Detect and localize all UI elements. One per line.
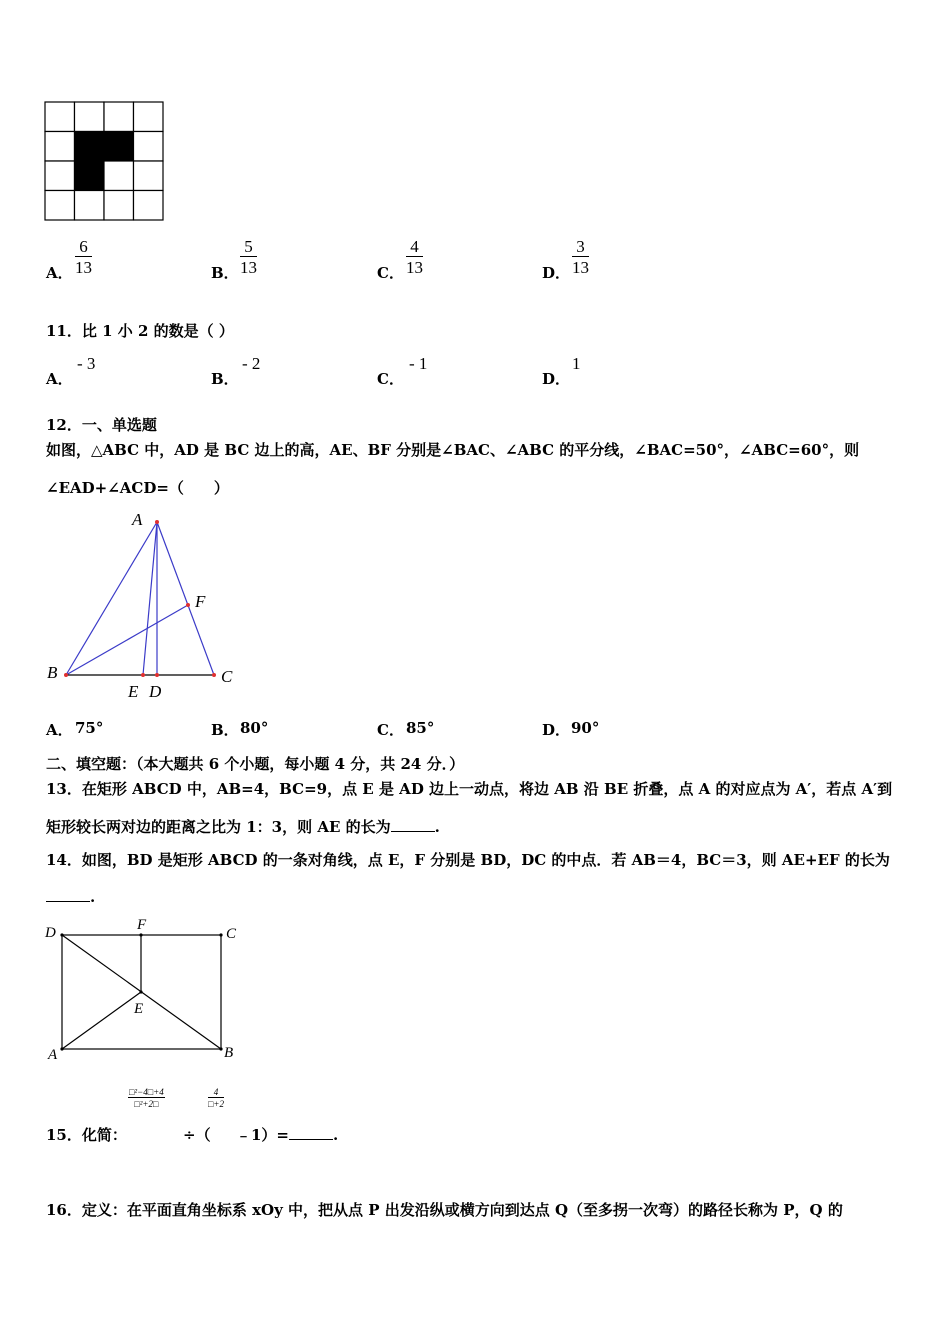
q12-option-a-label: A．: [46, 721, 73, 739]
label-b: B: [224, 1045, 234, 1061]
grid-cell: [104, 161, 134, 191]
label-e: E: [128, 682, 139, 701]
q15-prefix: 15．化简：: [46, 1126, 127, 1144]
q11-stem: 11．比 1 小 2 的数是（ ）: [46, 322, 234, 340]
q10-option-a-num: 6: [75, 238, 92, 257]
label-d: D: [149, 682, 162, 701]
grid-cell: [134, 132, 164, 162]
grid-cell: [75, 102, 105, 132]
q11-option-d-label: D．: [542, 370, 571, 388]
point-e: [139, 990, 142, 993]
grid-cell: [134, 191, 164, 221]
point-b: [64, 673, 68, 677]
grid-cell-filled: [75, 161, 105, 191]
q13-answer-blank: [391, 831, 435, 832]
q10-option-a-den: 13: [75, 258, 92, 277]
grid-cell: [45, 161, 75, 191]
q11-option-c-label: C．: [377, 370, 404, 388]
q12-option-c-label: C．: [377, 721, 404, 739]
grid-cell-filled: [75, 132, 105, 162]
q14-line2: [46, 888, 95, 906]
q10-option-a-label: A．: [46, 264, 73, 282]
triangle-side-ab: [66, 522, 157, 675]
q10-option-d-label: D．: [542, 264, 571, 282]
q10-option-a-fraction: [75, 238, 92, 277]
triangle-figure: [40, 505, 250, 705]
q10-option-c-den: 13: [406, 258, 423, 277]
q10-option-b-fraction: [240, 238, 257, 277]
q10-option-d-fraction: [572, 238, 589, 277]
point-a: [155, 520, 159, 524]
grid-cell: [104, 102, 134, 132]
q11-option-d-value: 1: [572, 354, 581, 373]
point-b: [219, 1047, 222, 1050]
grid-cell-filled: [104, 132, 134, 162]
q11-option-a-value: - 3: [77, 354, 96, 373]
q10-option-c-num: 4: [406, 238, 423, 257]
section-2-heading: 二、填空题：（本大题共 6 个小题，每小题 4 分，共 24 分．）: [46, 755, 465, 773]
q10-option-c-fraction: [406, 238, 423, 277]
q15-minus-one: ﹣1）=: [236, 1126, 290, 1144]
q12-option-b-value: 80°: [240, 719, 269, 737]
q13-line2: [46, 816, 440, 837]
q15-fraction-1: [128, 1087, 165, 1109]
q16-line1: 16．定义：在平面直角坐标系 xOy 中，把从点 P 出发沿纵或横方向到达点 Q（至多拐一次弯）的路径长称为 P，Q 的: [46, 1201, 843, 1219]
point-d: [60, 933, 63, 936]
q14-line2-end: .: [90, 888, 96, 906]
q15-fraction-1-den: □²+2□: [134, 1099, 159, 1109]
q14-answer-blank: [46, 901, 90, 902]
q10-option-b-num: 5: [240, 238, 257, 257]
bisector-ae: [143, 522, 157, 675]
q15-fraction-2-num: 4: [208, 1087, 224, 1098]
q11-option-c-value: - 1: [409, 354, 428, 373]
point-c: [212, 673, 216, 677]
grid-cell: [45, 102, 75, 132]
q12-option-d-label: D．: [542, 721, 571, 739]
bisector-bf: [66, 605, 188, 675]
q10-option-b-label: B．: [211, 264, 239, 282]
label-d: D: [45, 925, 56, 941]
q15-fraction-2-den: □+2: [208, 1099, 225, 1109]
q10-option-b-den: 13: [240, 258, 257, 277]
q12-heading: 12．一、单选题: [46, 416, 157, 434]
q10-option-d-den: 13: [572, 258, 589, 277]
label-f: F: [195, 592, 206, 611]
grid-cell: [45, 191, 75, 221]
grid-cell: [104, 191, 134, 221]
q13-line2-text: 矩形较长两对边的距离之比为 1：3，则 AE 的长为: [46, 818, 391, 836]
q11-option-b-label: B．: [211, 370, 239, 388]
q12-line1: 如图，△ABC 中，AD 是 BC 边上的高，AE、BF 分别是∠BAC、∠ABC 的平分线，∠BAC=50°，∠ABC=60°，则: [46, 441, 860, 459]
grid-figure: [44, 101, 166, 223]
grid-cell: [134, 102, 164, 132]
label-c: C: [221, 667, 233, 686]
q12-option-a-value: 75°: [75, 719, 104, 737]
label-e: E: [134, 1001, 144, 1017]
q15-fraction-2: [208, 1087, 224, 1109]
q15-end: .: [333, 1126, 339, 1144]
point-a: [60, 1047, 63, 1050]
label-f: F: [137, 917, 147, 933]
q10-option-d-num: 3: [572, 238, 589, 257]
grid-cell: [134, 161, 164, 191]
point-f: [186, 603, 190, 607]
q15-answer-blank: [289, 1139, 333, 1140]
q12-option-b-label: B．: [211, 721, 239, 739]
q14-line1: 14．如图，BD 是矩形 ABCD 的一条对角线，点 E，F 分别是 BD，DC 的中点．若 AB＝4，BC＝3，则 AE+EF 的长为: [46, 851, 890, 869]
grid-cell: [45, 132, 75, 162]
q15-expression-tail: [236, 1124, 338, 1145]
q13-line2-end: .: [434, 818, 440, 836]
q11-option-b-value: - 2: [242, 354, 261, 373]
label-b: B: [47, 663, 58, 682]
grid-cell: [75, 191, 105, 221]
point-c: [219, 933, 222, 936]
triangle-side-ac: [157, 522, 214, 675]
q11-option-a-label: A．: [46, 370, 73, 388]
rectangle-figure: [40, 912, 250, 1072]
label-a: A: [48, 1047, 58, 1063]
q15-divide: ÷（: [183, 1126, 211, 1144]
label-c: C: [226, 926, 237, 942]
q13-line1: 13．在矩形 ABCD 中，AB=4，BC=9，点 E 是 AD 边上一动点，将边 AB 沿 BE 折叠，点 A 的对应点为 A′，若点 A′到: [46, 780, 893, 798]
label-a: A: [132, 510, 143, 529]
point-f: [139, 933, 142, 936]
segment-ae: [62, 992, 144, 1049]
point-e: [141, 673, 145, 677]
q12-option-d-value: 90°: [571, 719, 600, 737]
q12-line2: ∠EAD+∠ACD=（ ）: [46, 479, 229, 497]
point-d: [155, 673, 159, 677]
q10-option-c-label: C．: [377, 264, 404, 282]
q12-option-c-value: 85°: [406, 719, 435, 737]
q15-fraction-1-num: □²−4□+4: [129, 1087, 164, 1097]
